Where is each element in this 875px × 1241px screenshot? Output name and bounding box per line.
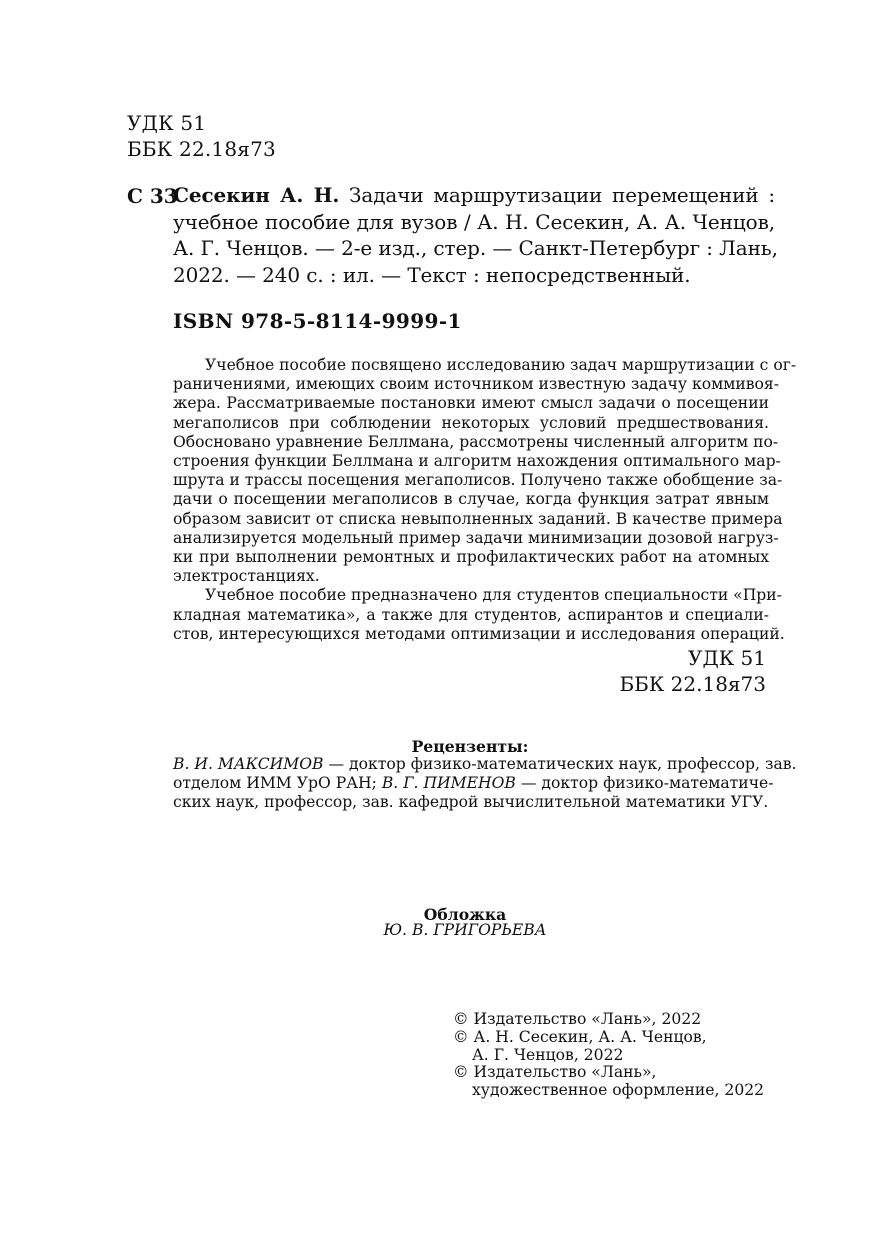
author-code: С 33 xyxy=(127,184,178,208)
abstract-line: жера. Рассматриваемые постановки имеют смысл задачи о посещении xyxy=(173,394,769,413)
abstract-line: образом зависит от списка невыполненных заданий. В качестве примера xyxy=(173,509,783,528)
copyright-line: художественное оформление, 2022 xyxy=(472,1081,765,1100)
copyright-line: © А. Н. Сесекин, А. А. Ченцов, xyxy=(453,1027,707,1046)
copyright-line: © Издательство «Лань», 2022 xyxy=(453,1010,702,1028)
copyright-block xyxy=(453,1011,764,1100)
abstract-line: дачи о посещении мегаполисов в случае, когда функция затрат явным xyxy=(173,490,769,509)
abstract-line: электростанциях. xyxy=(173,567,320,586)
cover-designer: Ю. В. ГРИГОРЬЕВА xyxy=(383,921,547,939)
reviewers xyxy=(173,755,797,813)
abstract-line: Обосновано уравнение Беллмана, рассмотрены численный алгоритм по- xyxy=(173,432,779,451)
abstract-line: мегаполисов при соблюдении некоторых условий предшествования. xyxy=(173,413,769,432)
author-name: Сесекин А. Н. xyxy=(173,183,340,207)
udk-code: УДК 51 xyxy=(688,646,766,670)
abstract-line: кладная математика», а также для студентов, аспирантов и специали- xyxy=(173,605,769,624)
abstract-line: строения функции Беллмана и алгоритм нахождения оптимального мар- xyxy=(173,452,781,471)
isbn: ISBN 978-5-8114-9999-1 xyxy=(173,309,462,333)
abstract-line: раничениями, имеющих своим источником известную задачу коммивоя- xyxy=(173,375,780,394)
bibliographic-record xyxy=(173,182,778,288)
abstract-line: Учебное пособие посвящено исследованию задач маршрутизации с ог- xyxy=(205,356,797,374)
abstract-line: шрута и трассы посещения мегаполисов. Получено также обобщение за- xyxy=(173,471,783,490)
copyright-line: © Издательство «Лань», xyxy=(453,1063,657,1082)
book-title: Задачи маршрутизации перемещений : xyxy=(349,183,775,207)
abstract-line: ки при выполнении ремонтных и профилактических работ на атомных xyxy=(173,548,769,567)
reviewer-desc: — доктор физико-математических наук, профессор, зав. xyxy=(328,755,797,773)
biblio-line-4: 2022. — 240 с. : ил. — Текст : непосредственный. xyxy=(173,262,691,287)
reviewer-name: В. И. МАКСИМОВ xyxy=(173,755,324,773)
reviewers-title: Рецензенты: xyxy=(411,737,529,756)
bbk-code: ББК 22.18я73 xyxy=(619,672,766,696)
biblio-line-3: А. Г. Ченцов. — 2-е изд., стер. — Санкт-Петербург : Лань, xyxy=(173,236,778,260)
cover-title: Обложка xyxy=(423,905,507,924)
biblio-line-2: учебное пособие для вузов / А. Н. Сесекин, А. А. Ченцов, xyxy=(173,209,775,234)
biblio-line-1 xyxy=(173,182,775,209)
reviewer-name: В. Г. ПИМЕНОВ xyxy=(381,774,516,793)
classification-top xyxy=(127,110,276,162)
classification-bottom xyxy=(560,645,766,697)
udk-code: УДК 51 xyxy=(127,111,207,135)
abstract-line: анализируется модельный пример задачи минимизации дозовой нагруз- xyxy=(173,528,779,547)
reviewer-desc: отделом ИММ УрО РАН; xyxy=(173,774,377,793)
copyright-line: А. Г. Ченцов, 2022 xyxy=(472,1045,624,1064)
abstract-line: Учебное пособие предназначено для студентов специальности «При- xyxy=(205,586,782,605)
reviewer-line-2 xyxy=(173,774,774,793)
reviewer-line-1 xyxy=(173,755,797,774)
abstract xyxy=(173,356,797,644)
reviewer-line-3: ских наук, профессор, зав. кафедрой вычислительной математики УГУ. xyxy=(173,793,769,812)
bbk-code: ББК 22.18я73 xyxy=(127,137,276,161)
abstract-line: стов, интересующихся методами оптимизации и исследования операций. xyxy=(173,624,785,643)
reviewer-desc: — доктор физико-математиче- xyxy=(520,774,774,793)
